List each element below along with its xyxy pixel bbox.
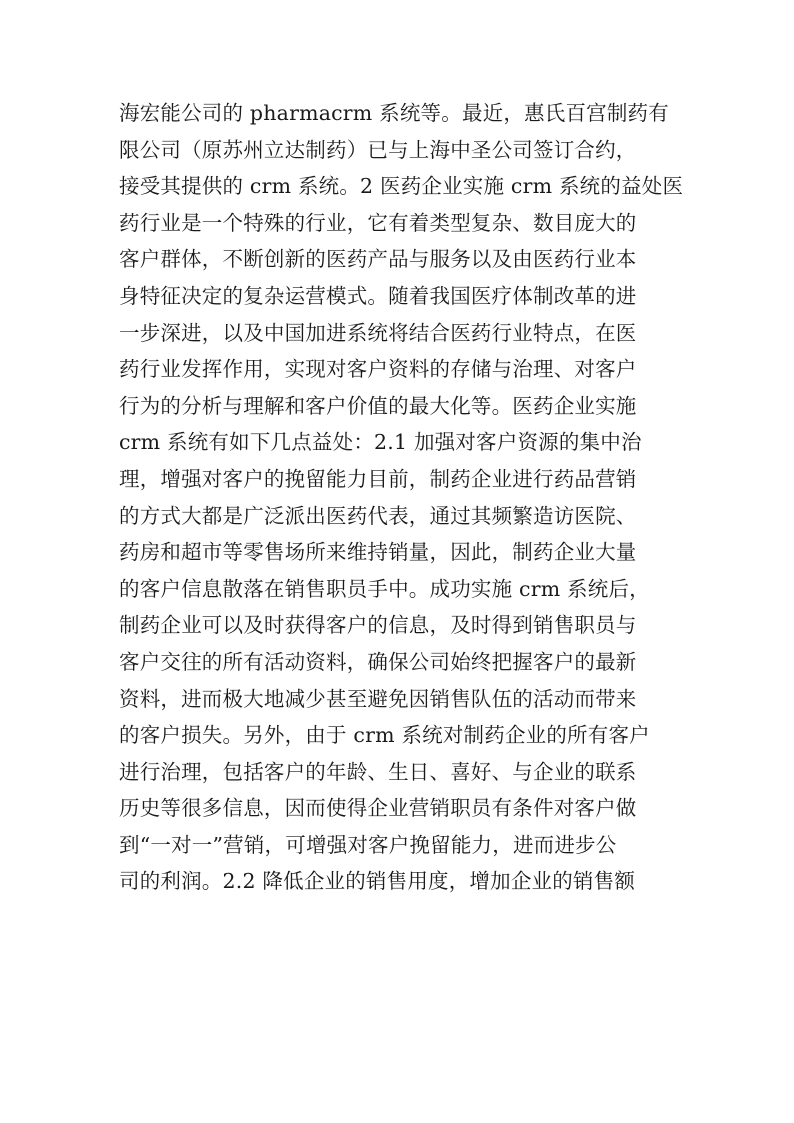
text-line: 资料，进而极大地减少甚至避免因销售队伍的活动而带来 (119, 686, 637, 711)
text-line: 的客户信息散落在销售职员手中。成功实施 crm 系统后， (119, 576, 650, 601)
text-line: 历史等很多信息，因而使得企业营销职员有条件对客户做 (119, 796, 637, 821)
text-line: 药房和超市等零售场所来维持销量，因此，制药企业大量 (119, 540, 637, 565)
text-line: 身特征决定的复杂运营模式。随着我国医疗体制改革的进 (119, 283, 637, 308)
text-line: 客户交往的所有活动资料，确保公司始终把握客户的最新 (119, 649, 637, 674)
text-line: 接受其提供的 crm 系统。2 医药企业实施 crm 系统的益处医 (119, 174, 684, 199)
text-line: 药行业是一个特殊的行业，它有着类型复杂、数目庞大的 (119, 210, 637, 235)
text-line: 一步深进，以及中国加进系统将结合医药行业特点，在医 (119, 320, 637, 345)
text-line: 的客户损失。另外，由于 crm 系统对制药企业的所有客户 (119, 723, 650, 748)
text-line: 制药企业可以及时获得客户的信息，及时得到销售职员与 (119, 613, 637, 638)
text-line: 的方式大都是广泛派出医药代表，通过其频繁造访医院、 (119, 503, 637, 528)
text-line: 客户群体，不断创新的医药产品与服务以及由医药行业本 (119, 247, 637, 272)
text-line: 行为的分析与理解和客户价值的最大化等。医药企业实施 (119, 393, 637, 418)
text-line: 药行业发挥作用，实现对客户资料的存储与治理、对客户 (119, 357, 637, 382)
text-line: 海宏能公司的 pharmacrm 系统等。最近，惠氏百宫制药有 (119, 101, 669, 125)
text-line: crm 系统有如下几点益处：2.1 加强对客户资源的集中治 (119, 430, 642, 455)
text-line: 限公司（原苏州立达制药）已与上海中圣公司签订合约， (119, 137, 637, 162)
text-line: 到“一对一”营销，可增强对客户挽留能力，进而进步公 (119, 832, 617, 857)
text-line: 司的利润。2.2 降低企业的销售用度，增加企业的销售额 (119, 869, 636, 894)
body-text (119, 95, 684, 900)
text-line: 理，增强对客户的挽留能力目前，制药企业进行药品营销 (119, 466, 637, 491)
text-line: 进行治理，包括客户的年龄、生日、喜好、与企业的联系 (119, 759, 637, 784)
